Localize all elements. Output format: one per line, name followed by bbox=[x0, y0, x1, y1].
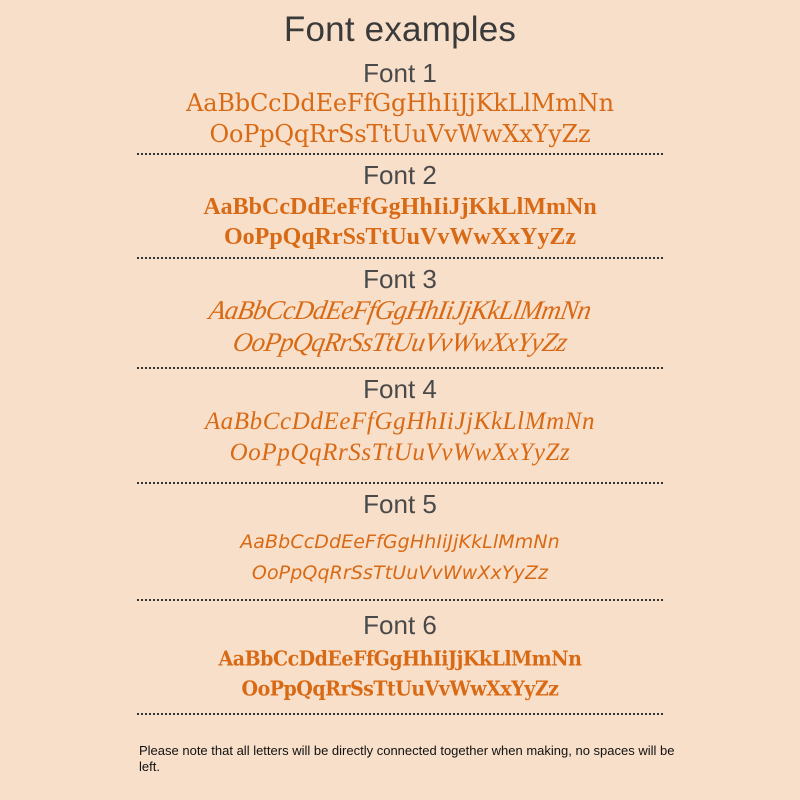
font-2-name: Font 2 bbox=[363, 160, 437, 190]
divider-1 bbox=[137, 153, 663, 155]
font-2-sample-line-1: AaBbCcDdEeFfGgHhIiJjKkLlMmNn bbox=[203, 194, 597, 220]
font-5-name: Font 5 bbox=[363, 489, 437, 519]
font-3-name: Font 3 bbox=[363, 264, 437, 294]
font-1-sample-line-1: AaBbCcDdEeFfGgHhIiJjKkLlMmNn bbox=[186, 89, 614, 117]
font-5-sample-line-1: AaBbCcDdEeFfGgHhIiJjKkLlMmNn bbox=[240, 531, 560, 553]
divider-4 bbox=[137, 482, 663, 484]
font-2-sample-line-2: OoPpQqRrSsTtUuVvWwXxYyZz bbox=[223, 224, 577, 250]
font-3-sample-line-1: AaBbCcDdEeFfGgHhIiJjKkLlMmNn bbox=[206, 295, 594, 325]
font-4-sample-line-2: OoPpQqRrSsTtUuVvWwXxYyZz bbox=[229, 439, 571, 466]
font-6-sample-line-2: OoPpQqRrSsTtUuVvWwXxYyZz bbox=[241, 677, 559, 701]
divider-6 bbox=[137, 713, 663, 715]
font-3-sample-line-2: OoPpQqRrSsTtUuVvWwXxYyZz bbox=[230, 327, 570, 357]
font-1-name: Font 1 bbox=[363, 58, 437, 88]
font-4-name: Font 4 bbox=[363, 374, 437, 404]
divider-2 bbox=[137, 257, 663, 259]
page-title: Font examples bbox=[283, 10, 517, 49]
font-1-sample-line-2: OoPpQqRrSsTtUuVvWwXxYyZz bbox=[209, 120, 591, 148]
divider-3 bbox=[137, 367, 663, 369]
font-4-sample-line-1: AaBbCcDdEeFfGgHhIiJjKkLlMmNn bbox=[204, 408, 596, 435]
divider-5 bbox=[137, 599, 663, 601]
font-6-name: Font 6 bbox=[363, 610, 437, 640]
font-5-sample-line-2: OoPpQqRrSsTtUuVvWwXxYyZz bbox=[251, 562, 549, 584]
font-6-sample-line-1: AaBbCcDdEeFfGgHhIiJjKkLlMmNn bbox=[218, 647, 582, 671]
connection-note: Please note that all letters will be directly connected together when making, no spaces will be left. bbox=[139, 743, 675, 774]
